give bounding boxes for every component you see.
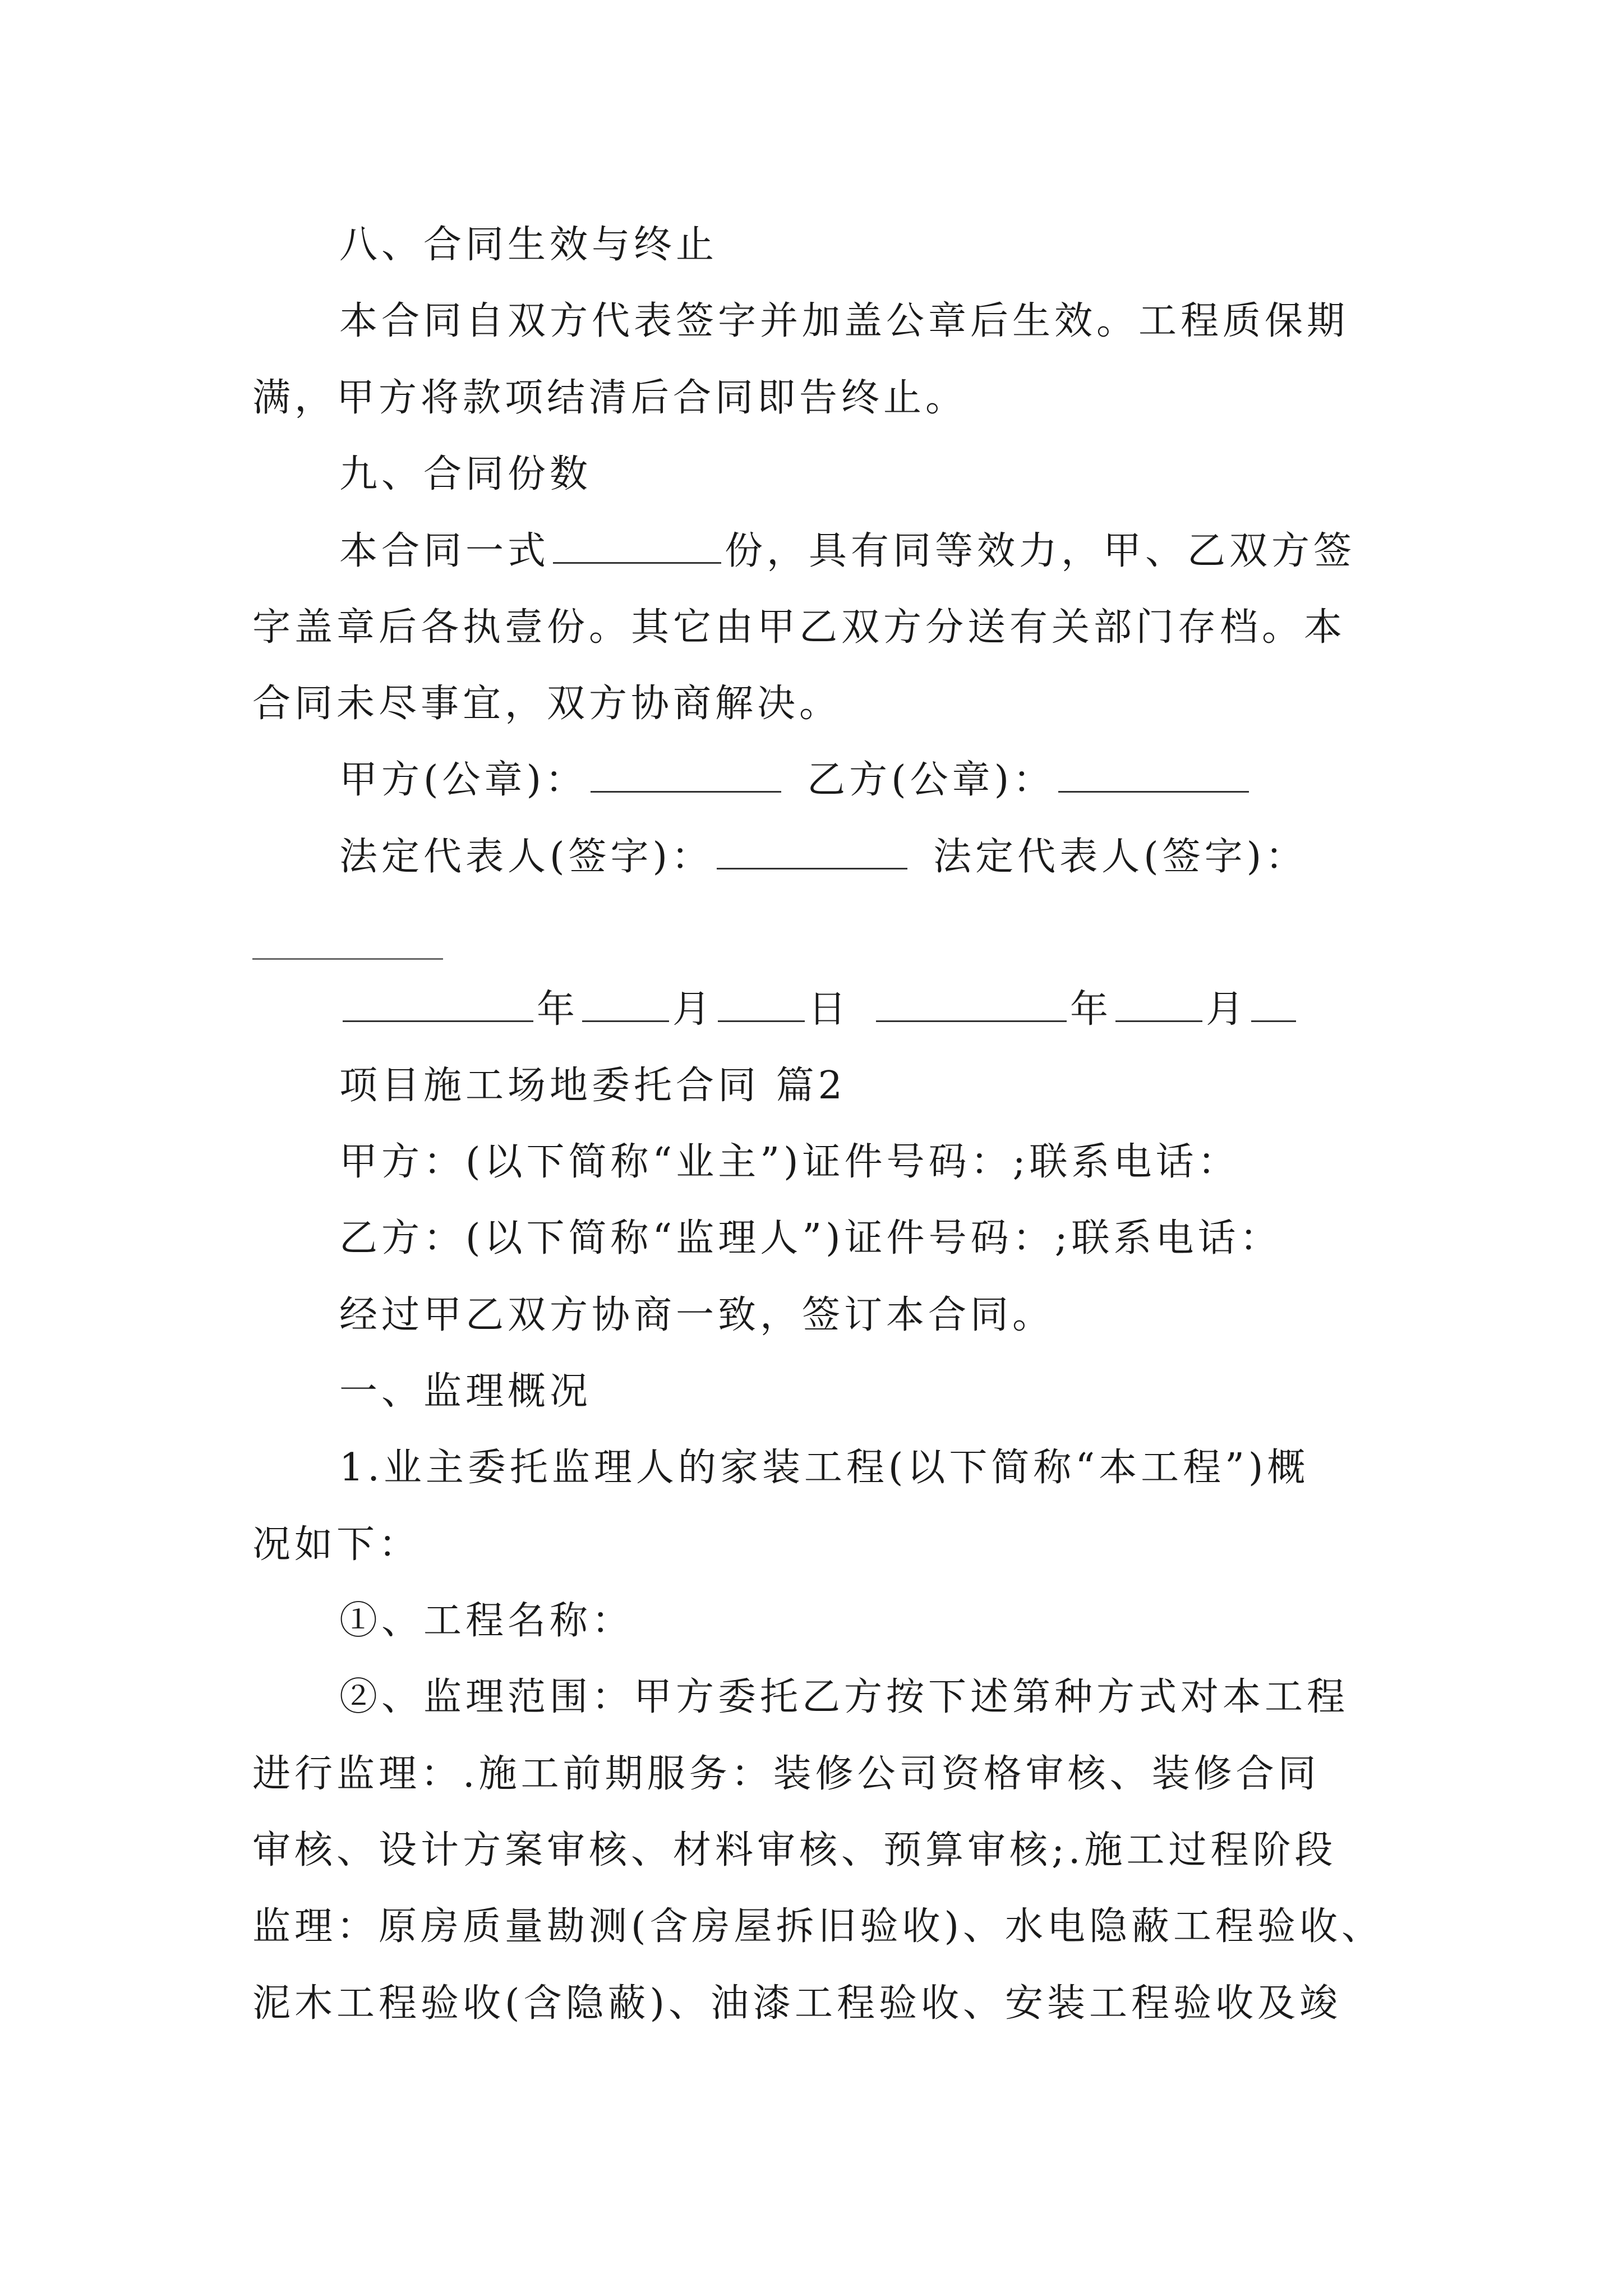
- month-blank-b: [1115, 988, 1202, 1022]
- paragraph-line: ②、监理范围：甲方委托乙方按下述第种方式对本工程: [339, 1675, 1349, 1719]
- paragraph-line: 满，甲方将款项结清后合同即告终止。: [252, 376, 968, 420]
- day-label: 日: [808, 987, 851, 1032]
- year-blank: [343, 988, 533, 1022]
- section-heading-effect-termination: 八、合同生效与终止: [339, 223, 718, 267]
- party-b-representative-label: 法定代表人(签字)：: [933, 835, 1308, 879]
- copies-text-after: 份，具有同等效力，甲、乙双方签: [725, 529, 1356, 573]
- seal-line: [339, 755, 1385, 806]
- copies-blank: [553, 530, 721, 564]
- party-b-seal-label: 乙方(公章)：: [807, 758, 1055, 802]
- paragraph-line: 1.业主委托监理人的家装工程(以下简称“本工程”)概: [339, 1446, 1310, 1490]
- year-label: 年: [537, 987, 579, 1032]
- paragraph-line: 进行监理：.施工前期服务：装修公司资格审核、装修合同: [252, 1752, 1320, 1796]
- paragraph-line: 审核、设计方案审核、材料审核、预算审核;.施工过程阶段: [252, 1828, 1337, 1872]
- party-a-representative-blank: [717, 835, 907, 869]
- year-blank-b: [876, 988, 1067, 1022]
- paragraph-line-copies: [339, 526, 1385, 577]
- year-label-b: 年: [1070, 987, 1113, 1032]
- paragraph-line: 监理：原房质量勘测(含房屋拆旧验收)、水电隐蔽工程验收、: [252, 1904, 1384, 1949]
- party-b-representative-blank: [252, 958, 443, 960]
- copies-text-before: 本合同一式: [339, 529, 550, 573]
- agreement-line: 经过甲乙双方协商一致，签订本合同。: [339, 1293, 1055, 1337]
- paragraph-line: 况如下：: [252, 1522, 421, 1567]
- party-a-line: 甲方：(以下简称“业主”)证件号码：;联系电话：: [339, 1140, 1240, 1184]
- project-name-line: ①、工程名称：: [339, 1599, 634, 1643]
- paragraph-line: 字盖章后各执壹份。其它由甲乙双方分送有关部门存档。本: [252, 605, 1347, 650]
- month-label-b: 月: [1206, 987, 1248, 1032]
- party-a-seal-blank: [591, 758, 781, 793]
- party-a-seal-label: 甲方(公章)：: [339, 758, 588, 802]
- section-heading-copies: 九、合同份数: [339, 452, 592, 496]
- section-heading-overview: 一、监理概况: [339, 1369, 592, 1414]
- month-label: 月: [672, 987, 715, 1032]
- date-line: [339, 984, 1385, 1035]
- day-blank: [718, 988, 805, 1022]
- contract-title: 项目施工场地委托合同 篇2: [339, 1064, 846, 1108]
- paragraph-line: 本合同自双方代表签字并加盖公章后生效。工程质保期: [339, 299, 1349, 343]
- paragraph-line: 泥木工程验收(含隐蔽)、油漆工程验收、安装工程验收及竣: [252, 1981, 1342, 2026]
- month-blank: [582, 988, 669, 1022]
- paragraph-line: 合同未尽事宜，双方协商解决。: [252, 682, 842, 726]
- representative-line: [339, 832, 1385, 882]
- party-a-representative-label: 法定代表人(签字)：: [339, 835, 714, 879]
- day-blank-b: [1251, 988, 1296, 1022]
- party-b-line: 乙方：(以下简称“监理人”)证件号码：;联系电话：: [339, 1216, 1282, 1260]
- party-b-seal-blank: [1058, 758, 1249, 793]
